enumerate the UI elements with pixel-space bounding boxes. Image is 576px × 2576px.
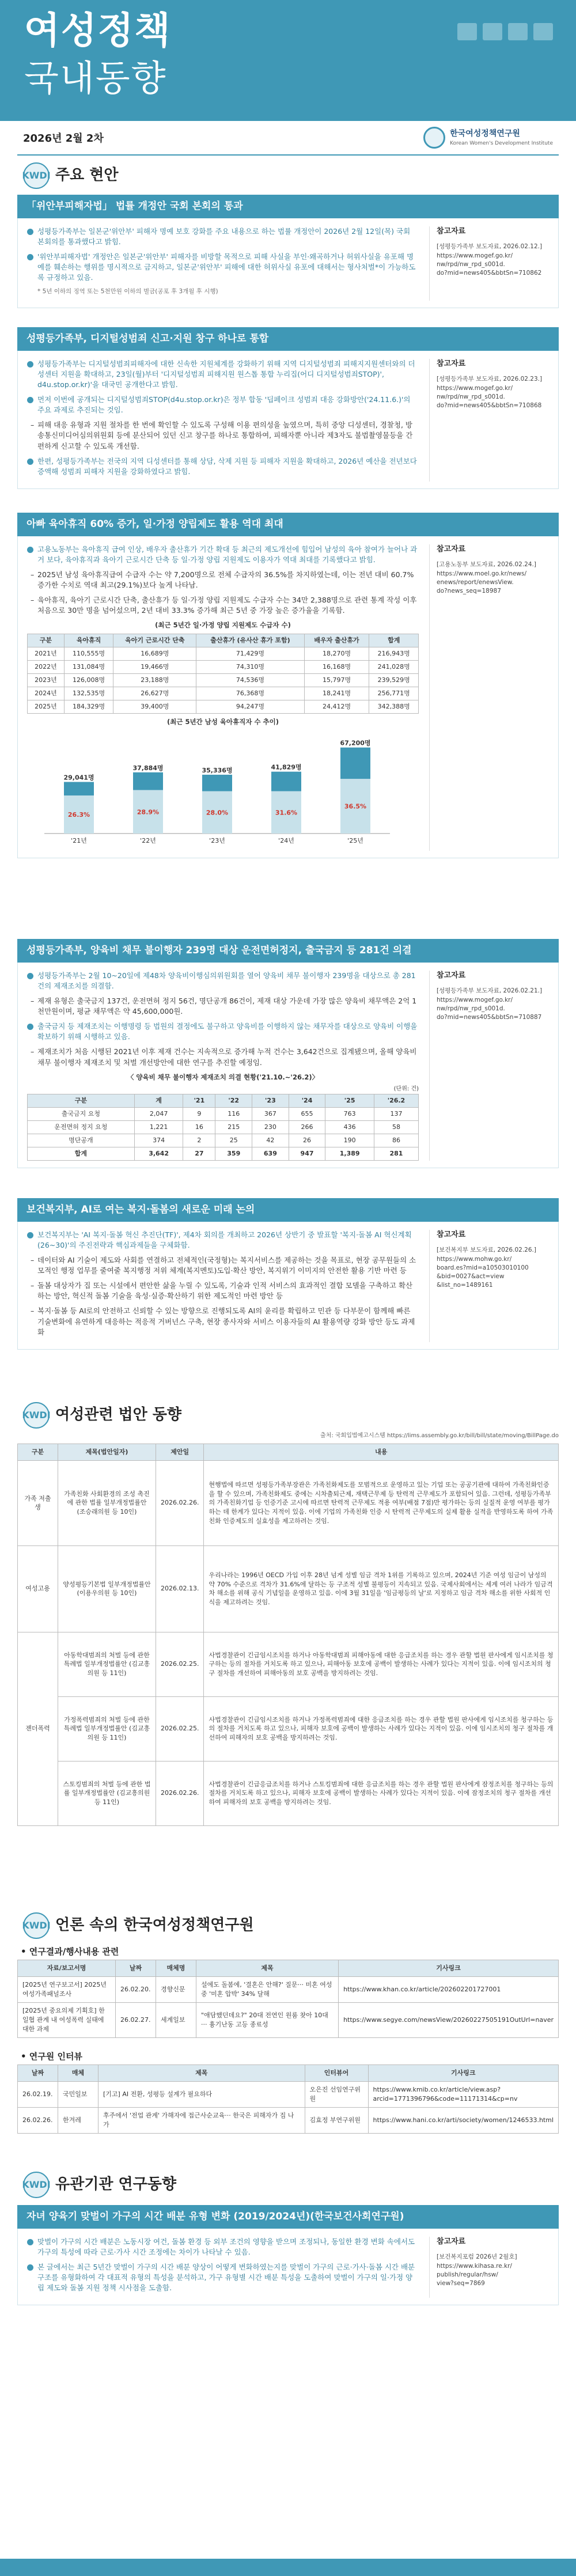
percent-label: 31.6% [275, 809, 298, 817]
sub-bullet: – 2025년 남성 육아휴직급여 수급자 수는 약 7,200명으로 전체 수급자의 36.5%를 차지하였는데, 이는 전년 대비 60.7% 증가한 수치로 역대 최고(29.1%)보다 높게 나타남. [27, 570, 419, 590]
section-badge-icon: KWDI [23, 1402, 50, 1429]
bullet: 보건복지부는 'AI 복지·돌봄 혁신 추진단(TF)', 제4차 회의를 개최하고 2026년 상반기 중 발표할 '복지·돌봄 AI 혁신계획(26~30)'의 주진전략과 핵심과제들을 구체화함. [27, 1230, 419, 1251]
reference-source: [고용노동부 보도자료, 2026.02.24.] [437, 561, 536, 569]
article-link[interactable]: https://www.segye.com/newsView/20260227505191OutUrl=naver [343, 2016, 554, 2024]
bar-series-1 [340, 748, 370, 779]
header-decor-icons [457, 23, 553, 40]
press-research-wrap [17, 1960, 559, 2038]
header-title-sub: 국내동향 [24, 57, 167, 99]
laws-table-wrap [17, 1444, 559, 1826]
table-row: 26.02.19. 국민일보 [기고] AI 전환, 성평등 설계가 필요하다 오은진 선임연구위원 https://www.kmib.co.kr/article/view.asp?arcid=1771396796&code=11171314&cp=nv [18, 2081, 559, 2107]
section-heading-laws [23, 1402, 181, 1429]
article-digital-sex-crime [17, 327, 559, 489]
percent-label: 28.9% [137, 808, 160, 816]
chart-icon [483, 23, 502, 40]
laws-source: 출처: 국회입법예고시스템 https://lims.assembly.go.kr/bill/bill/state/moving/BillPage.do [320, 1433, 559, 1439]
reference-link[interactable]: https://www.mogef.go.kr/ nw/rpd/nw_rpd_s001d. do?mid=news405&bbtSn=710868 [437, 384, 542, 410]
bullet: 맞벌이 가구의 시간 배분은 노동시장 여건, 돌봄 환경 등 외부 조건의 영향을 받으며 조정되나, 동일한 환경 변화 속에서도 가구의 특성에 따라 근로·가사 시간 조정에는 차이가 나타날 수 있음. [27, 2237, 419, 2257]
table-row: 가정폭력범죄의 처벌 등에 관한 특례법 일부개정법률안 (김교흥의원 등 11인) 2026.02.25. 사법경찰관이 긴급임시조치를 하거나 가정폭력범죄에 대한 응급조치를 하는 경우 관할 법원 판사에게 임시조치를 청구하는 등의 절차를 거치도록 하고 있으나, 피해자 보호에 공백이 발생하는 사례가 있다는 지적이 있음. 이에 임시조치의 청구 절차를 개선하여 피해자의 보호 공백을 방지하려는 것임. [18, 1696, 559, 1761]
article-link[interactable]: https://www.kmib.co.kr/article/view.asp?arcid=1771396796&code=11171314&cp=nv [373, 2085, 518, 2103]
bullet: 성평등가족부는 일본군'위안부' 피해자 명예 보호 강화를 주요 내용으로 하는 법률 개정안이 2026년 2월 12일(목) 국회 본회의를 통과했다고 밝힘. [27, 226, 419, 247]
table-row: 2024년 132,535명 26,627명 76,368명 18,241명 256,771명 [28, 687, 419, 700]
bullet: 먼저 이번에 공개되는 디지털성범죄STOP(d4u.stop.or.kr)은 정부 합동 '딥페이크 성범죄 대응 강화방안('24.11.6.)'의 주요 과제로 추진되는 것임. [27, 395, 419, 415]
article-title: 자녀 양육기 맞벌이 가구의 시간 배분 유형 변화 (2019/2024년)(한국보건사회연구원) [17, 2205, 559, 2229]
table-row: 명단공개 374 2 25 42 26 190 86 [28, 1134, 419, 1147]
section-badge-icon: KWDI [23, 2172, 50, 2198]
data-label: 67,200명 [340, 740, 371, 748]
table-row: 젠더폭력 아동학대범죄의 처벌 등에 관한 특례법 일부개정법률안 (김교흥의원 등 11인) 2026.02.25. 사법경찰관이 긴급임시조치를 하거나 아동학대범죄 피해아동에 대한 응급조치를 하는 경우 관할 법원 판사에게 임시조치를 청구하는 등의 절차를 거치도록 하고 있으나, 피해아동 보호에 공백이 발생하는 사례가 있다는 지적이 있음. 이에 임시조치의 청구 절차를 개선하여 피해아동의 보호 공백을 방지하려는 것임. [18, 1632, 559, 1696]
section-title: 언론 속의 한국여성정책연구원 [55, 1916, 254, 1934]
table-row: 2022년 131,084명 19,466명 74,310명 16,168명 241,028명 [28, 660, 419, 673]
reference-link[interactable]: https://www.kihasa.re.kr/ publish/regular/hsw/ view?seq=7869 [437, 2262, 512, 2287]
paternity-leave-chart [27, 730, 407, 848]
sub-bullet: – 돌봄 대상자가 집 또는 시설에서 편안한 삶을 누릴 수 있도록, 기술과 인적 서비스의 효과적인 결합 모델을 구축하고 확산하는 방안, 혁신적 돌봄 기술을 육성·실증·확산하기 위한 제도적인 마련 방안 등 [27, 1281, 419, 1301]
reference-source: [성평등가족부 보도자료, 2026.02.12.] [437, 243, 543, 251]
table-row: 스토킹범죄의 처벌 등에 관한 법률 일부개정법률안 (김교흥의원 등 11인) 2026.02.26. 사법경찰관이 긴급응급조치를 하거나 스토킹범죄에 대한 응급조치를 하는 경우 관할 법원 판사에게 잠정조치를 청구하는 등의 절차를 거치도록 하고 있으나, 피해자 보호에 공백이 발생하는 사례가 있다는 지적이 있음. 이에 잠정조치의 청구 절차를 개선하여 피해자의 보호 공백을 방지하려는 것임. [18, 1761, 559, 1825]
table-caption: 〈 양육비 채무 불이행자 제재조치 의결 현황('21.10.~'26.2)〉 [127, 1073, 319, 1081]
reference-heading: 참고자료 [437, 544, 466, 554]
table-row: 출국금지 요청 2,047 9 116 367 655 763 137 [28, 1107, 419, 1120]
article-title: 아빠 육아휴직 60% 증가, 일·가정 양립제도 활용 역대 최대 [17, 513, 559, 536]
press-interview-table: 날짜 매체 제목 인터뷰어 기사링크 26.02.19. 국민일보 [기고] AI 전환, 성평등 설계가 필요하다 오은진 선임연구위원 https://www.kmib.co.kr/article/view.asp?arcid=1771396796&code=11171314&cp=nv 26.02.26. 한겨레 후주에서 '전업 관계' 가해자에 접근사순교육··· 한국은 피해자가 집 나가 김효정 부연구위원 https://www.hani.co.kr/arti/society/women/1246533.html [17, 2064, 559, 2134]
sub-bullet: – 데이터와 AI 기술이 제도와 사회를 연결하고 전체적인(국정형)는 복지서비스를 제공하는 것을 목표로, 현장 공무원들의 소모적인 행정 업무를 줄여줄 복지행정 저위 체계(복지멘토)도입·확산 방안, 복지위기 이미지의 안전한 활용 기반 마련 등 [27, 1255, 419, 1276]
bullet: 성평등가족부는 2월 10~20일에 제48차 양육비이행심의위원회를 열어 양육비 채무 불이행자 239명을 대상으로 총 281건의 제재조치를 의결함. [27, 971, 419, 991]
bar-series-1 [133, 772, 163, 790]
tick-label: '21년 [71, 837, 87, 845]
section-title: 주요 현안 [55, 166, 119, 184]
sub-bullet: – 제재 유형은 출국금지 137건, 운전면허 정지 56건, 명단공개 86건이, 제재 대상 가운데 가장 많은 양육비 채무액은 2억 1천만원이며, 평균 채무액은 약 45,600,000원. [27, 996, 419, 1017]
sub-bullet: – 육아휴직, 육아기 근로시간 단축, 출산휴가 등 일·가정 양립 지원제도 수급자 수는 34만 2,388명으로 관련 통계 작성 이후 처음으로 30만 명을 넘어섰으며, 2년 대비 33.3% 증가해 최근 5년 중 가장 높은 증가율을 기록함. [27, 595, 419, 616]
section-heading-issues [23, 162, 119, 189]
page-footer [0, 2559, 576, 2576]
reference-link[interactable]: https://www.mogef.go.kr/ nw/rpd/nw_rpd_s001d. do?mid=news405&bbtSn=710887 [437, 996, 542, 1021]
section-title: 여성관련 법안 동향 [55, 1406, 182, 1424]
data-label: 37,884명 [132, 764, 164, 772]
table-row: 여성고용 양성평등기본법 일부개정법률안 (이용우의원 등 10인) 2026.02.13. 우리나라는 1996년 OECD 가입 이후 28년 넘게 성별 임금 격차 1위를 기록하고 있으며, 2024년 기준 여성 임금이 남성의 약 70% 수준으로 격차가 31.6%에 달하는 등 구조적 성별 불평등이 지속되고 있음. 국제사회에서는 세계 여러 나라가 임금격차 해소를 위해 공식 기념일을 운영하고 있음. 이에 3월 31일을 '임금평등의 날'로 지정하고 임금 격차 해소를 위한 사회적 인식을 제고하려는 것임. [18, 1545, 559, 1632]
section-title: 유관기관 연구동향 [55, 2176, 176, 2194]
org-name: 한국여성정책연구원 [450, 129, 520, 139]
reference-box [429, 544, 549, 851]
percent-label: 36.5% [344, 802, 367, 810]
org-name-en: Korean Women's Development Institute [450, 140, 553, 146]
bullet: 본 글에서는 최근 5년간 맞벌이 가구의 시간 배분 양상이 어떻게 변화하였는지를 맞벌이 가구의 근로·가사·돌봄 시간 배분 구조를 유형화하여 각 대표적 유형의 특성을 분석하고, 가구 유형별 시간 배분 특성을 도출하여 맞벌이 가구의 일·가정 양립 제도와 돌봄 지원 정책 시사점을 도출함. [27, 2262, 419, 2293]
org-logo [423, 127, 553, 149]
bullet: '위안부피해자법' 개정안은 일본군'위안부' 피해자를 비방할 목적으로 피해 사실을 부인·왜곡하거나 허위사실을 유포해 명예를 훼손하는 행위를 명시적으로 금지하고, 일본군'위안부' 피해에 대한 허위사실 유포에 대해서는 형사처벌*이 가능하도록 규정하고 있음. [27, 252, 419, 283]
reference-box [429, 359, 549, 482]
table-row: 26.02.26. 한겨레 후주에서 '전업 관계' 가해자에 접근사순교육··· 한국은 피해자가 집 나가 김효정 부연구위원 https://www.hani.co.kr/arti/society/women/1246533.html [18, 2107, 559, 2133]
reference-heading: 참고자료 [437, 2237, 466, 2246]
table-row: 2023년 126,008명 23,188명 74,536명 15,797명 239,529명 [28, 673, 419, 687]
kwdi-logo-icon [423, 127, 445, 149]
bar-series-1 [64, 782, 94, 796]
article-paternity-leave [17, 513, 559, 858]
section-badge-icon: KWDI [23, 162, 50, 189]
footnote: * 5년 이하의 징역 또는 5천만원 이하의 벌금(공포 후 3개월 후 시행) [37, 288, 218, 296]
table-row: [2025년 연구보고서] 2025년 여성가족패널조사 26.02.20. 경향신문 설에도 돌봄에, '결혼은 안해?' 질문··· 미혼 여성 중 '미혼 압박' 34% 달해 https://www.khan.co.kr/article/202602201727001 [18, 1976, 559, 2002]
reference-heading: 참고자료 [437, 359, 466, 368]
reference-source: [성평등가족부 보도자료, 2026.02.21.] [437, 987, 543, 995]
press-interview-heading: • 연구원 인터뷰 [21, 2051, 82, 2062]
reference-source: [보건복지포럼 2026년 2월호] [437, 2253, 517, 2261]
data-label: 29,041명 [63, 774, 94, 782]
tick-label: '23년 [209, 837, 225, 845]
section-heading-related [23, 2172, 176, 2198]
table-row: 합계 3,642 27 359 639 947 1,389 281 [28, 1147, 419, 1160]
article-title: 「위안부피해자법」 법률 개정안 국회 본회의 통과 [17, 195, 559, 218]
article-title: 성평등가족부, 디지털성범죄 신고·지원 창구 하나로 통합 [17, 327, 559, 351]
table-row: 가족 저출생 가족친화 사회환경의 조성 촉진에 관한 법률 일부개정법률안 (조승래의원 등 10인) 2026.02.26. 현행법에 따르면 성평등가족부장관은 가족친화제도를 모범적으로 운영하고 있는 기업 또는 공공기관에 대하여 가족친화인증을 할 수 있으며, 가족친화제도 중에는 시차출퇴근제, 재택근무제 등 탄력적 근무제도가 포함되어 있음. 그런데, 성평등가족부의 가족친화기업 등 인증기준 고시에 따르면 탄력적 근무제도 적용 여부(배점 7점)만 평가하는 등의 실질적 운영 여부를 평가하는 데 한계가 있다는 지적이 있음. 이에 기업의 가족친화 인증 시 탄력적 근무제도의 실제 활용 실적을 반영하도록 하여 가족친화 인증제도의 실효성을 제고하려는 것임. [18, 1460, 559, 1545]
reference-link[interactable]: https://www.mogef.go.kr/ nw/rpd/nw_rpd_s001d. do?mid=news405&bbtSn=710862 [437, 252, 542, 277]
article-link[interactable]: https://www.khan.co.kr/article/202602201727001 [343, 1985, 501, 1993]
divider [17, 154, 559, 156]
data-label: 41,829명 [271, 764, 302, 772]
table-unit: (단위: 건) [393, 1086, 419, 1093]
article-link[interactable]: https://www.hani.co.kr/arti/society/women/1246533.html [373, 2116, 554, 2124]
reference-heading: 참고자료 [437, 1230, 466, 1239]
issue-date: 2026년 2월 2차 [23, 132, 104, 145]
sub-bullet: – 제재조치가 처음 시행된 2021년 이후 제재 건수는 지속적으로 증가해 누적 건수는 3,642건으로 집계됐으며, 올해 양육비 채무 불이행자 제재조치 및 처벌 개선방안에 대한 연구를 추진할 예정임. [27, 1047, 419, 1067]
header-title-main: 여성정책 [24, 10, 172, 52]
reference-box [429, 226, 549, 301]
table-row: 2025년 184,329명 39,400명 94,247명 24,412명 342,388명 [28, 700, 419, 713]
sub-bullet: – 피해 대응 유형과 지원 절차를 한 번에 확인할 수 있도록 구성해 이용 편의성을 높였으며, 특히 중앙 디성센터, 경찰청, 방송통신미디어심의위원회 등에 분산되어 있던 신고 창구를 하나로 통합하여, 피해자뿐 아니라 제3자도 불법촬영물등을 간편하게 신고할 수 있도록 개선함. [27, 420, 419, 451]
section-badge-icon: KWDI [23, 1912, 50, 1939]
bullet: 고용노동부는 육아휴직 급여 인상, 배우자 출산휴가 기간 확대 등 최근의 제도개선에 힘입어 남성의 육아 참여가 늘어나 과거 보다, 육아휴직과 육아기 근로시간 단축 등 일·가정 양립 지원제도 이용자가 역대 최대를 기록했다고 밝힘. [27, 544, 419, 565]
article-title: 성평등가족부, 양육비 채무 불이행자 239명 대상 운전면허정지, 출국금지 등 281건 의결 [17, 939, 559, 963]
press-research-heading: • 연구결과/행사내용 관련 [21, 1946, 119, 1957]
bullet: 성평등가족부는 디지털성범죄피해자에 대한 신속한 지원체계를 강화하기 위해 지역 디지털성범죄 피해지지원센터와의 더성센터 지원을 확대하고, 23일(월)부터 '디지털성범죄 피해지원 원스톱 통합 누리집(어디 디지털성범죄STOP)', d4u.stop.or.kr)'을 대국민 공개한다고 밝힘. [27, 359, 419, 390]
tick-label: '24년 [278, 837, 294, 845]
article-child-support [17, 939, 559, 1168]
calendar-icon [457, 23, 477, 40]
bar-series-1 [202, 775, 232, 791]
table-row: [2025년 중요의제 기획호] 한일협 관계 내 여성폭력 실태에 대한 과제 26.02.27. 세계일보 "애담했던데요?" 20대 전연인 원룸 찾아 10대··· 흉기난동 고등 종료성 https://www.segye.com/newsView/20260227505191OutUrl=naver [18, 2002, 559, 2037]
bullet: 한편, 성평등가족부는 전국의 지역 디성센터를 통해 상담, 삭제 지원 등 피해자 지원을 확대하고, 2026년 예산을 전년보다 증액해 성범죄 피해자 지원을 강화하였다고 밝힘. [27, 456, 419, 477]
reference-box [429, 971, 549, 1161]
reference-link[interactable]: https://www.moel.go.kr/news/ enews/report/enewsView. do?news_seq=18987 [437, 570, 527, 595]
sanctions-table: 구분 계 '21 '22 '23 '24 '25 '26.2 출국금지 요청 2,047 9 116 367 655 763 137 운전면허 정지 요청 1,221 16 215 230 266 436 58 명단공개 374 2 25 42 26 190 86 합계 3,642 27 359 639 947 1,389 281 [27, 1094, 419, 1161]
percent-label: 28.0% [206, 809, 229, 817]
section-heading-press [23, 1912, 254, 1939]
article-related-research [17, 2205, 559, 2305]
article-comfort-women-law [17, 195, 559, 308]
reference-heading: 참고자료 [437, 971, 466, 980]
reference-heading: 참고자료 [437, 226, 466, 236]
reference-link[interactable]: https://www.mohw.go.kr/ board.es?mid=a10503010100 &bid=0027&act=view &list_no=1489161 [437, 1255, 529, 1289]
reference-source: [보건복지부 보도자료, 2026.02.26.] [437, 1247, 536, 1254]
leave-recipients-table: 구분 육아휴직 육아기 근로시간 단축 출산휴가 (유사산 휴가 포함) 배우자 출산휴가 합계 2021년 110,555명 16,689명 71,429명 18,270명 216,943명 2022년 131,084명 19,466명 74,310명 16,168명 241,028명 2023년 126,008명 23,188명 74,536명 15,797명 239,529명 2024년 132,535명 26,627명 76,368명 18,241명 256,771명 2025년 184,329명 39,400명 94,247명 24,412명 342,388명 [27, 634, 419, 714]
tick-label: '22년 [140, 837, 156, 845]
data-label: 35,336명 [202, 767, 233, 775]
page-header [0, 0, 576, 121]
percent-label: 26.3% [67, 811, 90, 819]
press-interview-wrap [17, 2064, 559, 2134]
sub-bullet: – 복지·돌봄 등 AI로의 안전하고 신뢰할 수 있는 방향으로 진행되도록 AI의 윤리를 확립하고 민관 등 다부문이 함께해 빠른 기술변화에 유연하게 대응하는 적응적 거버넌스 구축, 현장 종사자와 서비스 이용자들의 AI 활용역량 강화 방안 등도 과제화 [27, 1306, 419, 1337]
article-ai-welfare [17, 1198, 559, 1350]
table-caption: (최근 5년간 일·가정 양립 지원제도 수급자 수) [155, 621, 291, 630]
reference-box [429, 2237, 549, 2298]
document-icon [508, 23, 528, 40]
people-icon [533, 23, 553, 40]
chart-caption: (최근 5년간 남성 육아휴직자 수 추이) [166, 717, 279, 726]
table-row: 2021년 110,555명 16,689명 71,429명 18,270명 216,943명 [28, 647, 419, 661]
laws-table: 구분 제목(법안일자) 제안일 내용 가족 저출생 가족친화 사회환경의 조성 촉진에 관한 법률 일부개정법률안 (조승래의원 등 10인) 2026.02.26. 현행법에 따르면 성평등가족부장관은 가족친화제도를 모범적으로 운영하고 있는 기업 또는 공공기관에 대하여 가족친화인증을 할 수 있으며, 가족친화제도 중에는 시차출퇴근제, 재택근무제 등 탄력적 근무제도가 포함되어 있음. 그런데, 성평등가족부의 가족친화기업 등 인증기준 고시에 따르면 탄력적 근무제도 적용 여부(배점 7점)만 평가하는 등의 실질적 운영 여부를 평가하는 데 한계가 있다는 지적이 있음. 이에 기업의 가족친화 인증 시 탄력적 근무제도의 실제 활용 실적을 반영하도록 하여 가족친화 인증제도의 실효성을 제고하려는 것임. 여성고용 양성평등기본법 일부개정법률안 (이용우의원 등 10인) 2026.02.13. 우리나라는 1996년 OECD 가입 이후 28년 넘게 성별 임금 격차 1위를 기록하고 있으며, 2024년 기준 여성 임금이 남성의 약 70% 수준으로 격차가 31.6%에 달하는 등 구조적 성별 불평등이 지속되고 있음. 국제사회에서는 세계 여러 나라가 임금격차 해소를 위해 공식 기념일을 운영하고 있음. 이에 3월 31일을 '임금평등의 날'로 지정하고 임금 격차 해소를 위한 사회적 인식을 제고하려는 것임. 젠더폭력 아동학대범죄의 처벌 등에 관한 특례법 일부개정법률안 (김교흥의원 등 11인) 2026.02.25. 사법경찰관이 긴급임시조치를 하거나 아동학대범죄 피해아동에 대한 응급조치를 하는 경우 관할 법원 판사에게 임시조치를 청구하는 등의 절차를 거치도록 하고 있으나, 피해아동 보호에 공백이 발생하는 사례가 있다는 지적이 있음. 이에 임시조치의 청구 절차를 개선하여 피해아동의 보호 공백을 방지하려는 것임. 가정폭력범죄의 처벌 등에 관한 특례법 일부개정법률안 (김교흥의원 등 11인) 2026.02.25. 사법경찰관이 긴급임시조치를 하거나 가정폭력범죄에 대한 응급조치를 하는 경우 관할 법원 판사에게 임시조치를 청구하는 등의 절차를 거치도록 하고 있으나, 피해자 보호에 공백이 발생하는 사례가 있다는 지적이 있음. 이에 임시조치의 청구 절차를 개선하여 피해자의 보호 공백을 방지하려는 것임. 스토킹범죄의 처벌 등에 관한 법률 일부개정법률안 (김교흥의원 등 11인) 2026.02.26. 사법경찰관이 긴급응급조치를 하거나 스토킹범죄에 대한 응급조치를 하는 경우 관할 법원 판사에게 잠정조치를 청구하는 등의 절차를 거치도록 하고 있으나, 피해자 보호에 공백이 발생하는 사례가 있다는 지적이 있음. 이에 잠정조치의 청구 절차를 개선하여 피해자의 보호 공백을 방지하려는 것임. [17, 1444, 559, 1826]
article-title: 보건복지부, AI로 여는 복지·돌봄의 새로운 미래 논의 [17, 1198, 559, 1222]
bar-series-1 [271, 772, 301, 791]
bullet: 출국금지 등 제재조치는 이행명령 등 법원의 결정에도 불구하고 양육비를 이행하지 않는 채무자를 대상으로 양육비 이행을 확보하기 위해 시행하고 있음. [27, 1021, 419, 1042]
tick-label: '25년 [347, 837, 363, 845]
reference-box [429, 1230, 549, 1342]
table-row: 운전면허 정지 요청 1,221 16 215 230 266 436 58 [28, 1120, 419, 1134]
reference-source: [성평등가족부 보도자료, 2026.02.23.] [437, 376, 543, 383]
press-research-table: 자료/보고서명 날짜 매체명 제목 기사링크 [2025년 연구보고서] 2025년 여성가족패널조사 26.02.20. 경향신문 설에도 돌봄에, '결혼은 안해?' 질문··· 미혼 여성 중 '미혼 압박' 34% 달해 https://www.khan.co.kr/article/202602201727001 [2025년 중요의제 기획호] 한일협 관계 내 여성폭력 실태에 대한 과제 26.02.27. 세계일보 "애담했던데요?" 20대 전연인 원룸 찾아 10대··· 흉기난동 고등 종료성 https://www.segye.com/newsView/20260227505191OutUrl=naver [17, 1960, 559, 2038]
